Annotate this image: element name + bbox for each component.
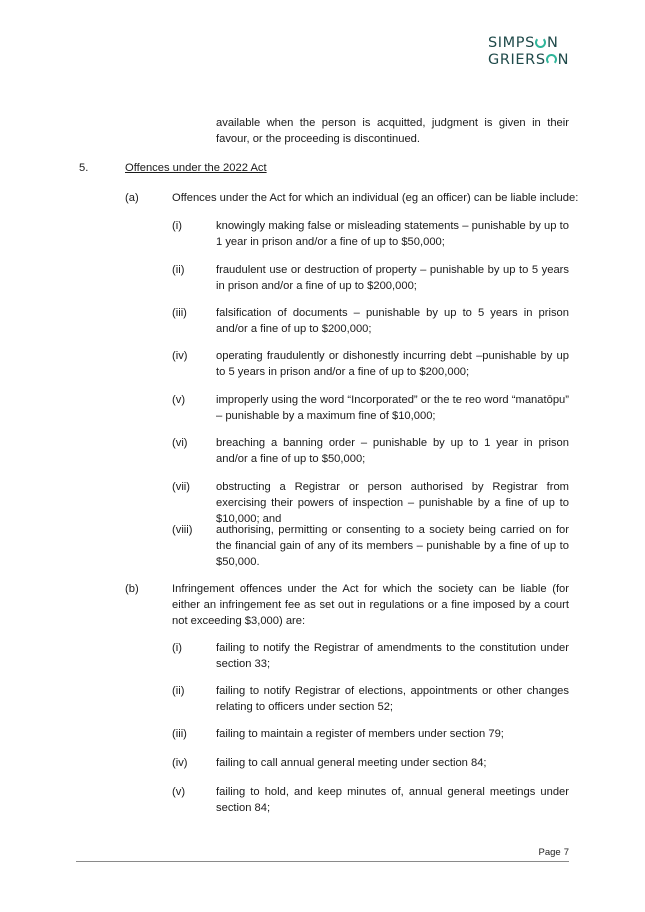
subitem-text: operating fraudulently or dishonestly incurring debt –punishable by up to 5 years in prison and/or a fine of up to $200,000;	[216, 350, 569, 378]
subitem-text: improperly using the word “Incorporated” or the te reo word “manatōpu” – punishable by a maximum fine of $10,000;	[216, 394, 569, 422]
logo-text-simps: SIMPS	[488, 35, 535, 51]
logo-o-icon	[535, 37, 546, 48]
subitem-label: (vii)	[172, 481, 191, 493]
subitem-text: failing to notify Registrar of elections, appointments or other changes relating to officers under section 52;	[216, 685, 569, 713]
continuation-paragraph: available when the person is acquitted, judgment is given in their favour, or the proceeding is discontinued.	[216, 117, 569, 145]
item-label: (a)	[125, 192, 139, 204]
simpson-grierson-logo	[488, 36, 570, 68]
subitem-text: failing to maintain a register of members under section 79;	[216, 728, 504, 740]
subitem-text: fraudulent use or destruction of property – punishable by up to 5 years in prison and/or a fine of up to $200,000;	[216, 264, 569, 292]
subitem-text: obstructing a Registrar or person authorised by Registrar from exercising their powers of inspection – punishable by a fine of up to $10,000; and	[216, 481, 569, 525]
subitem-label: (iii)	[172, 728, 187, 740]
logo-line-1	[488, 36, 570, 50]
subitem-label: (ii)	[172, 685, 185, 697]
section-number: 5.	[79, 162, 89, 174]
subitem-label: (viii)	[172, 524, 193, 536]
subitem-text: failing to hold, and keep minutes of, annual general meetings under section 84;	[216, 786, 569, 814]
subitem-text: authorising, permitting or consenting to a society being carried on for the financial gain of any of its members – punishable by a fine of up to $50,000.	[216, 524, 569, 568]
item-text: Offences under the Act for which an individual (eg an officer) can be liable include:	[172, 192, 579, 204]
subitem-label: (ii)	[172, 264, 185, 276]
subitem-text: falsification of documents – punishable by up to 5 years in prison and/or a fine of up to $200,000;	[216, 307, 569, 335]
logo-text-n: N	[546, 35, 559, 51]
subitem-label: (i)	[172, 220, 182, 232]
footer-divider	[76, 861, 569, 862]
subitem-label: (iii)	[172, 307, 187, 319]
page-number-label	[539, 847, 569, 858]
logo-o-icon	[546, 54, 557, 65]
item-label: (b)	[125, 583, 139, 595]
page-number: 7	[563, 847, 569, 858]
subitem-label: (vi)	[172, 437, 188, 449]
logo-text-n: N	[557, 52, 570, 68]
subitem-text: knowingly making false or misleading statements – punishable by up to 1 year in prison and/or a fine of up to $50,000;	[216, 220, 569, 248]
subitem-text: failing to notify the Registrar of amendments to the constitution under section 33;	[216, 642, 569, 670]
subitem-label: (i)	[172, 642, 182, 654]
page-word: Page	[538, 847, 561, 858]
item-text: Infringement offences under the Act for which the society can be liable (for either an infringement fee as set out in regulations or a fine imposed by a court not exceeding $3,000) are:	[172, 583, 569, 627]
logo-text-griers: GRIERS	[488, 52, 546, 68]
subitem-text: breaching a banning order – punishable by up to 1 year in prison and/or a fine of up to $50,000;	[216, 437, 569, 465]
section-heading: Offences under the 2022 Act	[125, 162, 267, 174]
subitem-label: (iv)	[172, 757, 188, 769]
subitem-text: failing to call annual general meeting under section 84;	[216, 757, 487, 769]
subitem-label: (v)	[172, 394, 186, 406]
subitem-label: (v)	[172, 786, 186, 798]
subitem-label: (iv)	[172, 350, 188, 362]
logo-line-2	[488, 53, 570, 67]
